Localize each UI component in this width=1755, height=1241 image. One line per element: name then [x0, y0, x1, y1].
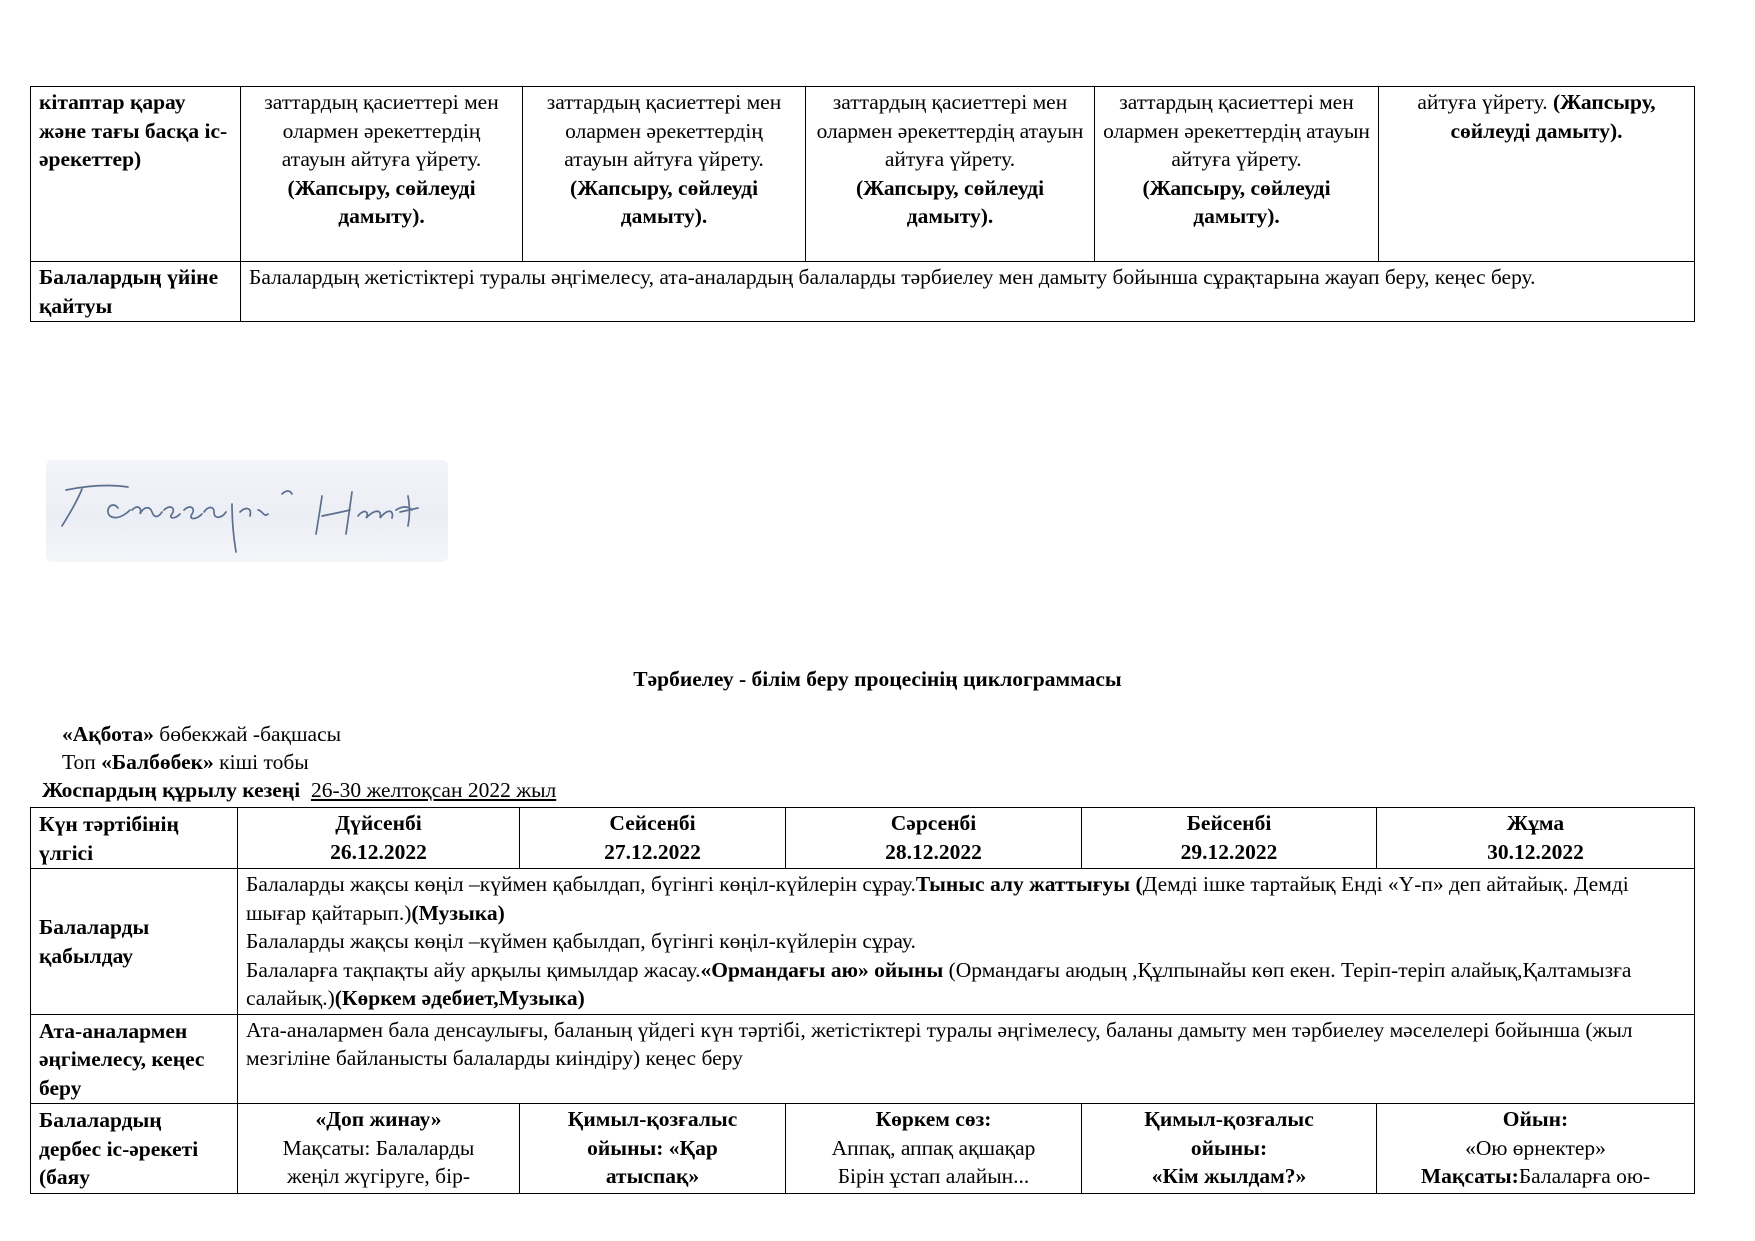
row-label: Ата-аналармен әңгімелесу, кеңес беру [31, 1014, 238, 1104]
table-row [31, 869, 1695, 1015]
table-row [31, 1014, 1695, 1104]
document-title: Тәрбиелеу - білім беру процесінің циклограммасы [633, 667, 1122, 691]
table-row [31, 1104, 1695, 1194]
signature-icon [46, 460, 448, 562]
table-cell: Көркем сөз: Аппақ, аппақ ақшақар Бірін ұстап алайын... [786, 1104, 1082, 1194]
row-label: Балалардың дербес іс-әрекеті (баяу [31, 1104, 238, 1194]
row-label: Балалардың үйіне қайтуы [31, 262, 241, 322]
kindergarten-line: «Ақбота» бөбекжай -бақшасы [62, 722, 342, 746]
group-line: Топ «Балбөбек» кіші тобы [62, 750, 309, 774]
table-cell: Ата-аналармен бала денсаулығы, баланың үйдегі күн тәртібі, жетістіктері туралы әңгімелесу, баланы дамыту мен тәрбиелеу мәселелері бойынша (жыл мезгіліне байланысты балаларды киіндіру) кеңес беру [238, 1014, 1695, 1104]
table-cell: Балаларды жақсы көңіл –күймен қабылдап, бүгінгі көңіл-күйлерін сұрау.Тыныс алу жаттығуы (Демді ішке тартайық Енді «Ү-п» деп айтайық. Демді шығар қайтарып.)(Музыка) Балаларды жақсы көңіл –күймен қабылдап, бүгінгі көңіл-күйлерін сұрау. Балаларға тақпақты айу арқылы қимылдар жасау.«Ормандағы аю» ойыны (Ормандағы аюдың ,Құлпынайы көп екен. Теріп-теріп алайық,Қалтамызға салайық.)(Көркем әдебиет,Музыка) [238, 869, 1695, 1015]
table-cell: Балалардың жетістіктері туралы әңгімелесу, ата-аналардың балаларды тәрбиелеу мен дамыту бойынша сұрақтарына жауап беру, кеңес беру. [241, 262, 1695, 322]
day-header: Сейсенбі 27.12.2022 [520, 808, 786, 869]
activity-table [30, 86, 1695, 322]
table-row [31, 87, 1695, 262]
table-cell: заттардың қасиеттері мен олармен әрекеттердің атауын айтуға үйрету. (Жапсыру, сөйлеуді дамыту). [806, 87, 1095, 262]
table-cell: заттардың қасиеттері мен олармен әрекеттердің атауын айтуға үйрету. (Жапсыру, сөйлеуді дамыту). [523, 87, 806, 262]
table-cell: Қимыл-қозғалыс ойыны: «Қар атыспақ» [520, 1104, 786, 1194]
table-cell: айтуға үйрету. (Жапсыру, сөйлеуді дамыту). [1379, 87, 1695, 262]
row-label: Балаларды қабылдау [31, 869, 238, 1015]
table-row [31, 262, 1695, 322]
day-header: Сәрсенбі 28.12.2022 [786, 808, 1082, 869]
row-label: кітаптар қарау және тағы басқа іс-әрекеттер) [31, 87, 241, 262]
table-cell: «Доп жинау» Мақсаты: Балаларды жеңіл жүгіруге, бір- [238, 1104, 520, 1194]
row-label: Күн тәртібінің үлгісі [31, 808, 238, 869]
day-header: Бейсенбі 29.12.2022 [1082, 808, 1377, 869]
day-header: Дүйсенбі 26.12.2022 [238, 808, 520, 869]
table-cell: заттардың қасиеттері мен олармен әрекеттердің атауын айтуға үйрету. (Жапсыру, сөйлеуді дамыту). [241, 87, 523, 262]
period-line: Жоспардың құрылу кезеңі 26-30 желтоқсан 2022 жыл [42, 778, 557, 802]
table-row [31, 808, 1695, 869]
signature-image [46, 460, 448, 562]
day-header: Жұма 30.12.2022 [1377, 808, 1695, 869]
schedule-table [30, 807, 1695, 1194]
table-cell: Қимыл-қозғалыс ойыны: «Кім жылдам?» [1082, 1104, 1377, 1194]
table-cell: Ойын: «Ою өрнектер» Мақсаты:Балаларға ою- [1377, 1104, 1695, 1194]
table-cell: заттардың қасиеттері мен олармен әрекеттердің атауын айтуға үйрету. (Жапсыру, сөйлеуді дамыту). [1095, 87, 1379, 262]
